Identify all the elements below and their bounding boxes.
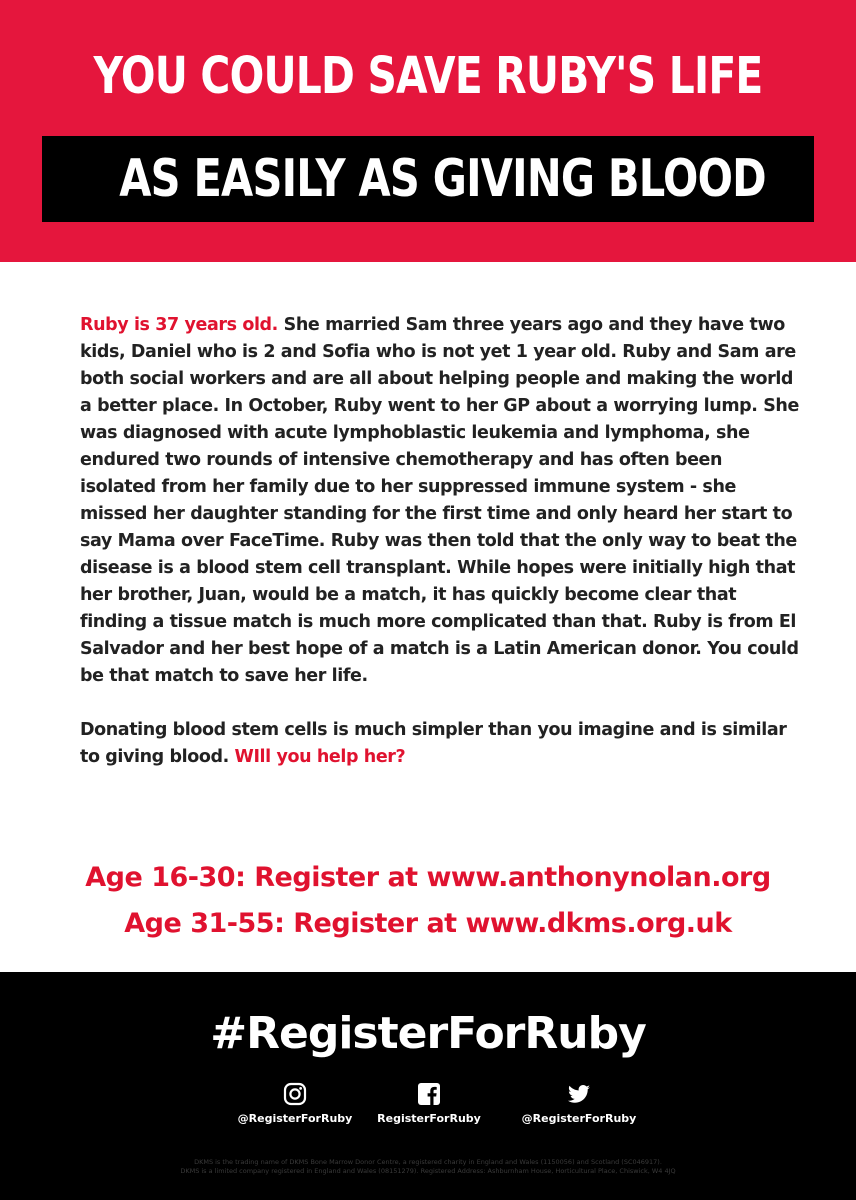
instagram-icon bbox=[283, 1082, 307, 1106]
header-banner bbox=[0, 0, 856, 262]
instagram-handle: @RegisterForRuby bbox=[237, 1112, 353, 1125]
footer bbox=[0, 972, 856, 1200]
twitter-handle: @RegisterForRuby bbox=[521, 1112, 637, 1125]
twitter-icon bbox=[567, 1082, 591, 1106]
twitter-link[interactable] bbox=[479, 1082, 679, 1125]
story-text bbox=[80, 312, 800, 771]
headline-line-1: YOU COULD SAVE RUBY'S LIFE bbox=[93, 47, 763, 106]
hashtag: #RegisterForRuby bbox=[210, 1008, 646, 1059]
story-body: She married Sam three years ago and they have two kids, Daniel who is 2 and Sofia who is not yet 1 year old. Ruby and Sam are both social workers and are all about helping people and making the world a better place. In October, Ruby went to her GP about a worrying lump. She was diagnosed with acute lymphoblastic leukemia and lymphoma, she endured two rounds of intensive chemotherapy and has often been isolated from her family due to her suppressed immune system - she missed her daughter standing for the first time and only heard her start to say Mama over FaceTime. Ruby was then told that the only way to beat the disease is a blood stem cell transplant. While hopes were initially high that her brother, Juan, would be a match, it has quickly become clear that finding a tissue match is much more complicated than that. Ruby is from El Salvador and her best hope of a match is a Latin American donor. You could be that match to save her life. bbox=[80, 315, 799, 686]
headline-line-2: AS EASILY AS GIVING BLOOD bbox=[119, 149, 766, 209]
legal-notice bbox=[0, 1158, 856, 1176]
story-body-2: Donating blood stem cells is much simpler than you imagine and is similar to giving blood. bbox=[80, 720, 787, 767]
headline-black-bar bbox=[42, 136, 814, 222]
facebook-icon bbox=[417, 1082, 441, 1106]
call-to-action: WIll you help her? bbox=[234, 747, 406, 767]
register-dkms[interactable]: Age 31-55: Register at www.dkms.org.uk bbox=[124, 908, 732, 939]
facebook-handle: RegisterForRuby bbox=[377, 1112, 481, 1125]
legal-line-2: DKMS is a limited company registered in England and Wales (08151279). Registered Address: Ashburnham House, Horticultural Place, Chiswick, W4 4JQ bbox=[180, 1167, 676, 1175]
legal-line-1: DKMS is the trading name of DKMS Bone Marrow Donor Centre, a registered charity in England and Wales (1150056) and Scotland (SC046917). bbox=[194, 1158, 662, 1166]
story-lead: Ruby is 37 years old. bbox=[80, 315, 278, 335]
story-paragraph-2 bbox=[80, 717, 800, 771]
register-anthony-nolan[interactable]: Age 16-30: Register at www.anthonynolan.org bbox=[85, 862, 771, 893]
story-paragraph-1 bbox=[80, 312, 800, 690]
